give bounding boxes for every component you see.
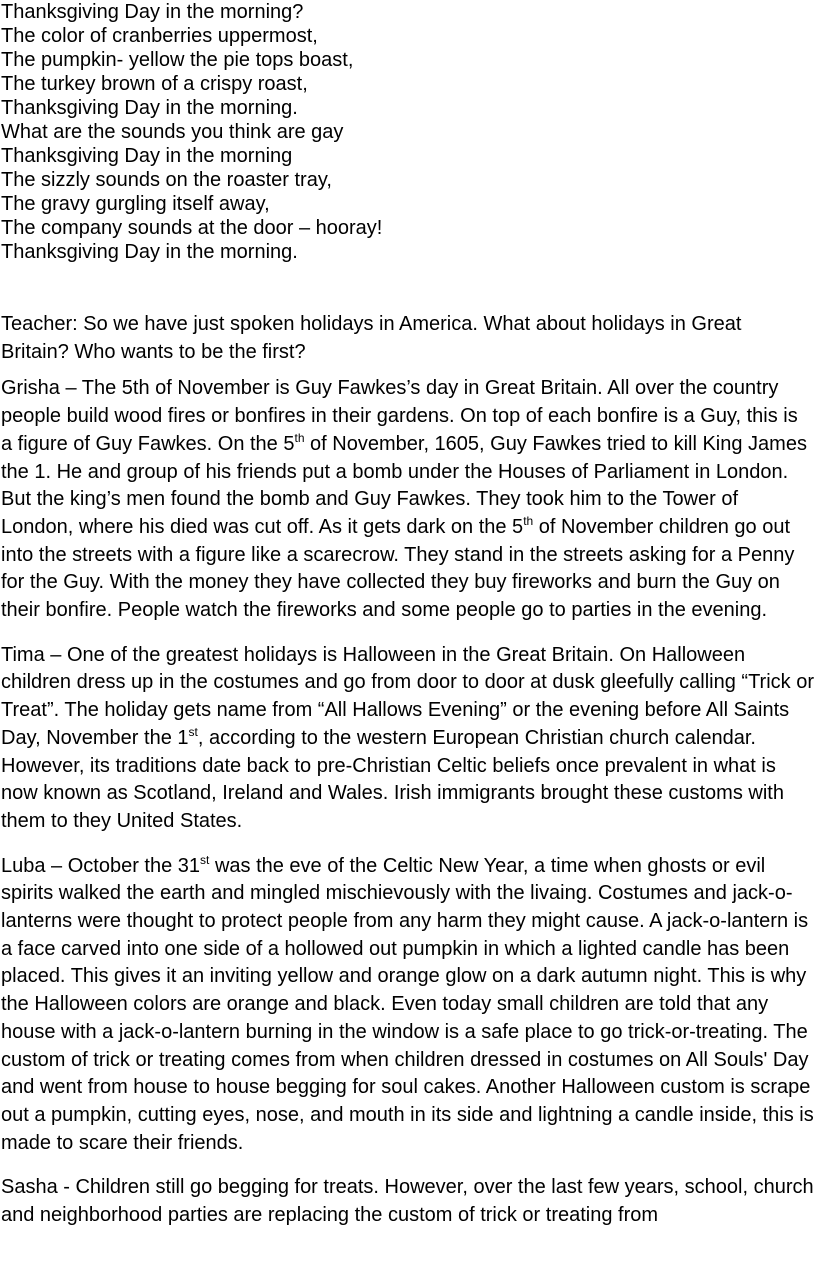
poem-line: The sizzly sounds on the roaster tray,	[1, 169, 332, 191]
poem-line: The company sounds at the door – hooray!	[1, 217, 383, 239]
poem-line: The gravy gurgling itself away,	[1, 193, 270, 215]
teacher-paragraph: Teacher: So we have just spoken holidays in America. What about holidays in Great Britain? Who wants to be the first?	[1, 313, 742, 363]
luba-paragraph	[1, 853, 814, 1158]
poem-line: Thanksgiving Day in the morning	[1, 145, 293, 167]
poem-line: What are the sounds you think are gay	[1, 121, 344, 143]
sasha-paragraph: Sasha - Children still go begging for treats. However, over the last few years, school, church and neighborhood parties are replacing the custom of trick or treating from	[1, 1176, 814, 1227]
ordinal-suffix: st	[200, 852, 210, 867]
grisha-text-part: of November children go out into the streets with a figure like a scarecrow. They stand in the streets asking for a Penny for the Guy. With the money they have collected they buy fireworks and burn the Guy on their bonfire. People watch the fireworks and some people go to parties in the evening.	[1, 515, 795, 622]
poem-line: Thanksgiving Day in the morning?	[1, 1, 304, 23]
luba-text-part: was the eve of the Celtic New Year, a time when ghosts or evil spirits walked the earth and mingled mischievously with the livaing. Costumes and jack-o-lanterns were thought to protect people from any harm they might cause. A jack-o-lantern is a face carved into one side of a hollowed out pumpkin in which a lighted candle has been placed. This gives it an inviting yellow and orange glow on a dark autumn night. This is why the Halloween colors are orange and black. Even today small children are told that any house with a jack-o-lantern burning in the window is a safe place to go trick-or-treating. The custom of trick or treating comes from when children dressed in costumes on All Souls' Day and went from house to house begging for soul cakes. Another Halloween custom is scrape out a pumpkin, cutting eyes, nose, and mouth in its side and lightning a candle inside, this is made to scare their friends.	[1, 854, 814, 1154]
grisha-text-part: Grisha – The 5th of November is Guy Fawkes’s day in Great Britain. All over the country people build wood fires or bonfires in their gardens. On top of each bonfire is a Guy, this is a figure of Guy Fawkes. On the 5	[1, 377, 798, 455]
luba-text-part: Luba – October the 31	[1, 854, 201, 877]
poem-line: The pumpkin- yellow the pie tops boast,	[1, 49, 354, 71]
poem-line: Thanksgiving Day in the morning.	[1, 241, 298, 263]
ordinal-suffix: th	[523, 513, 534, 528]
tima-text-part: , according to the western European Christian church calendar. However, its traditions date back to pre-Christian Celtic beliefs once prevalent in what is now known as Scotland, Ireland and Wales. Irish immigrants brought these customs with them to they United States.	[1, 726, 784, 832]
grisha-paragraph	[1, 375, 814, 624]
ordinal-suffix: st	[188, 724, 198, 739]
grisha-text-part: of November, 1605, Guy Fawkes tried to kill King James the 1. He and group of his friends put a bomb under the Houses of Parliament in London. But the king’s men found the bomb and Guy Fawkes. They took him to the Tower of London, where his died was cut off. As it gets dark on the 5	[1, 432, 807, 538]
thanksgiving-poem	[1, 0, 814, 264]
tima-paragraph	[1, 642, 814, 836]
ordinal-suffix: th	[294, 430, 305, 445]
poem-line: Thanksgiving Day in the morning.	[1, 97, 298, 119]
poem-line: The color of cranberries uppermost,	[1, 25, 318, 47]
poem-line: The turkey brown of a crispy roast,	[1, 73, 308, 95]
tima-text-part: Tima – One of the greatest holidays is Halloween in the Great Britain. On Halloween children dress up in the costumes and go from door to door at dusk gleefully calling “Trick or Treat”. The holiday gets name from “All Hallows Evening” or the evening before All Saints Day, November the 1	[1, 643, 814, 749]
